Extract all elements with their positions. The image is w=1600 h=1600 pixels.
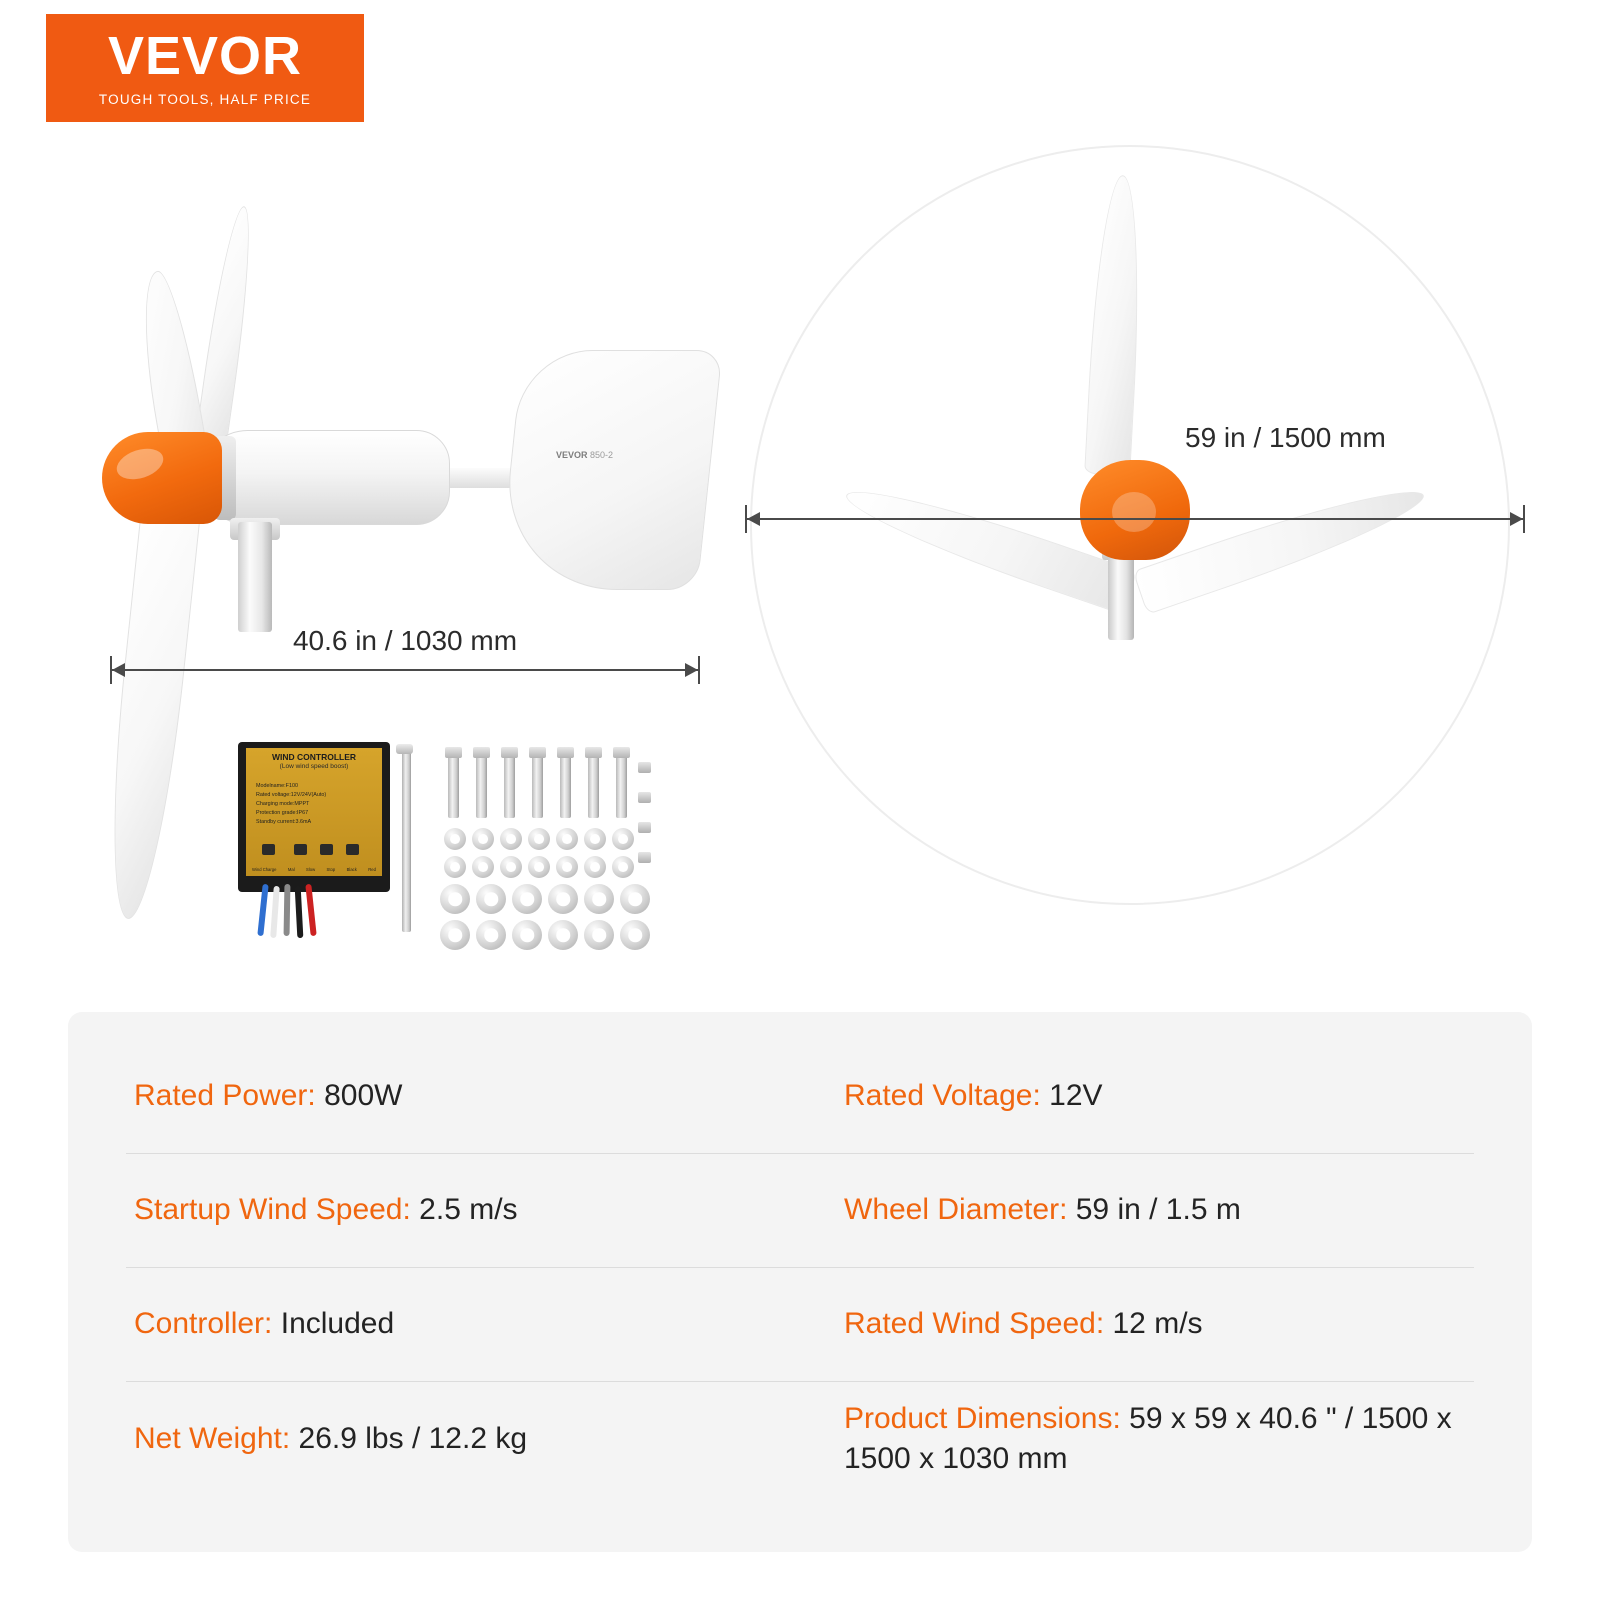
spec-value: 800W [324,1079,403,1113]
specification-table [126,1040,1474,1496]
flat-washer [620,920,650,950]
bolt [504,756,515,818]
bolt-head [473,747,490,758]
spec-row [126,1382,1474,1496]
flat-washer [440,920,470,950]
brand-name: VEVOR [107,26,303,86]
controller-footer-label: Mal [287,867,295,872]
spec-label: Product Dimensions: [844,1401,1121,1435]
bolt [532,756,543,818]
right-dimension-label: 59 in / 1500 mm [1185,422,1386,453]
hex-nut [638,762,651,773]
battery-icon [346,844,359,855]
washer [584,828,606,850]
washer [472,828,494,850]
spec-cell [800,1385,1474,1493]
controller-spec-line: Protection grade:IP67 [256,809,309,816]
spec-label: Rated Wind Speed: [844,1307,1105,1341]
spec-cell [800,1062,1474,1130]
washer [528,856,550,878]
right-dimension-arrow-end [1510,512,1523,526]
spec-label: Rated Power: [134,1079,316,1113]
front-mounting-shaft [1108,550,1134,640]
hex-nut [638,852,651,863]
controller-spec-line: Modelname:F100 [256,783,298,789]
bolt-head [445,747,462,758]
controller-spec-line: Rated voltage:12V/24V(Auto) [256,791,327,798]
specification-card [68,1012,1532,1552]
flat-washer [584,920,614,950]
controller-spec-line: Standby current:3.6mA [256,818,312,825]
wire-black [295,886,304,938]
flat-washer [512,920,542,950]
bolt [476,756,487,818]
spec-label: Net Weight: [134,1421,291,1455]
turbine-front-view-illustration [740,140,1520,930]
spec-row [126,1040,1474,1154]
flat-washer [548,920,578,950]
washer [500,828,522,850]
controller-footer-label: Stop [326,867,336,872]
washer [556,856,578,878]
left-dimension-label: 40.6 in / 1030 mm [292,625,518,656]
controller-spec-list [256,782,326,827]
tail-fin-logo-text: VEVOR [556,450,588,460]
spec-value: Included [280,1307,395,1341]
turbine-nacelle [200,430,450,525]
wire-gray [284,884,291,936]
spec-cell [800,1176,1474,1244]
bolt-head [557,747,574,758]
spec-cell [126,1405,800,1473]
flat-washer [548,884,578,914]
left-dimension-arrow-end [685,663,698,677]
left-dimension-annotation [110,625,700,671]
spec-value: 12V [1049,1079,1103,1113]
mounting-mast [238,522,272,632]
hardware-kit [400,742,670,942]
flat-washer [512,884,542,914]
spec-label: Controller: [134,1307,273,1341]
controller-spec-line: Charging mode:MPPT [256,800,310,807]
tail-fin-marking [556,450,613,460]
flat-washer [476,884,506,914]
washer [556,828,578,850]
brand-logo [46,14,364,122]
terminal-icon-3 [320,844,333,855]
turbine-nose-cone [102,432,222,524]
brand-tagline: TOUGH TOOLS, HALF PRICE [98,92,312,107]
washer [612,828,634,850]
controller-subtitle: (Low wind speed boost) [279,763,349,770]
washer [500,856,522,878]
hex-nut [638,792,651,803]
spec-cell [126,1062,800,1130]
spec-value: 59 x 59 x 40.6 " / 1500 x 1500 x 1030 mm [844,1401,1452,1475]
bolt [448,756,459,818]
long-rod-head [396,744,413,754]
bolt-head [613,747,630,758]
controller-wire-bundle [258,884,332,942]
bolt [588,756,599,818]
wire-white [270,886,280,938]
spec-value: 59 in / 1.5 m [1075,1193,1241,1227]
tail-fin-model-text: 850-2 [590,450,614,460]
spec-label: Rated Voltage: [844,1079,1041,1113]
flat-washer [440,884,470,914]
terminal-icon-1 [262,844,275,855]
flat-washer [476,920,506,950]
washer [584,856,606,878]
controller-title: WIND CONTROLLER [271,752,357,762]
left-dimension-line [110,669,700,671]
bolt [560,756,571,818]
controller-footer-label: Black [346,867,357,872]
controller-footer-label: Wind Charge [252,867,277,872]
controller-footer-label: Slow [306,867,316,872]
controller-footer-labels [252,867,376,872]
front-hub-highlight [1112,492,1156,532]
spec-value: 26.9 lbs / 12.2 kg [298,1421,528,1455]
left-dimension-arrow-start [112,663,125,677]
washer [444,856,466,878]
spec-row [126,1154,1474,1268]
wire-blue [257,884,268,936]
controller-faceplate [246,748,382,876]
long-threaded-rod [402,752,411,932]
spec-label: Wheel Diameter: [844,1193,1068,1227]
spec-value: 2.5 m/s [419,1193,518,1227]
flat-washer [620,884,650,914]
spec-cell [800,1290,1474,1358]
tail-fin [497,350,722,590]
wind-controller-unit [238,742,390,892]
terminal-icon-2 [294,844,307,855]
spec-cell [126,1290,800,1358]
bolt [616,756,627,818]
washer [444,828,466,850]
wire-red [305,884,316,936]
washer [528,828,550,850]
bolt-head [585,747,602,758]
flat-washer [584,884,614,914]
controller-footer-label: Red [368,867,376,872]
controller-terminal-icons [260,842,372,858]
washer [472,856,494,878]
washer [612,856,634,878]
spec-cell [126,1176,800,1244]
spec-value: 12 m/s [1112,1307,1203,1341]
right-dimension-line [745,518,1525,520]
bolt-head [501,747,518,758]
bolt-head [529,747,546,758]
right-dimension-arrow-start [747,512,760,526]
spec-row [126,1268,1474,1382]
hex-nut [638,822,651,833]
turbine-blade-lower [98,498,202,922]
spec-label: Startup Wind Speed: [134,1193,411,1227]
